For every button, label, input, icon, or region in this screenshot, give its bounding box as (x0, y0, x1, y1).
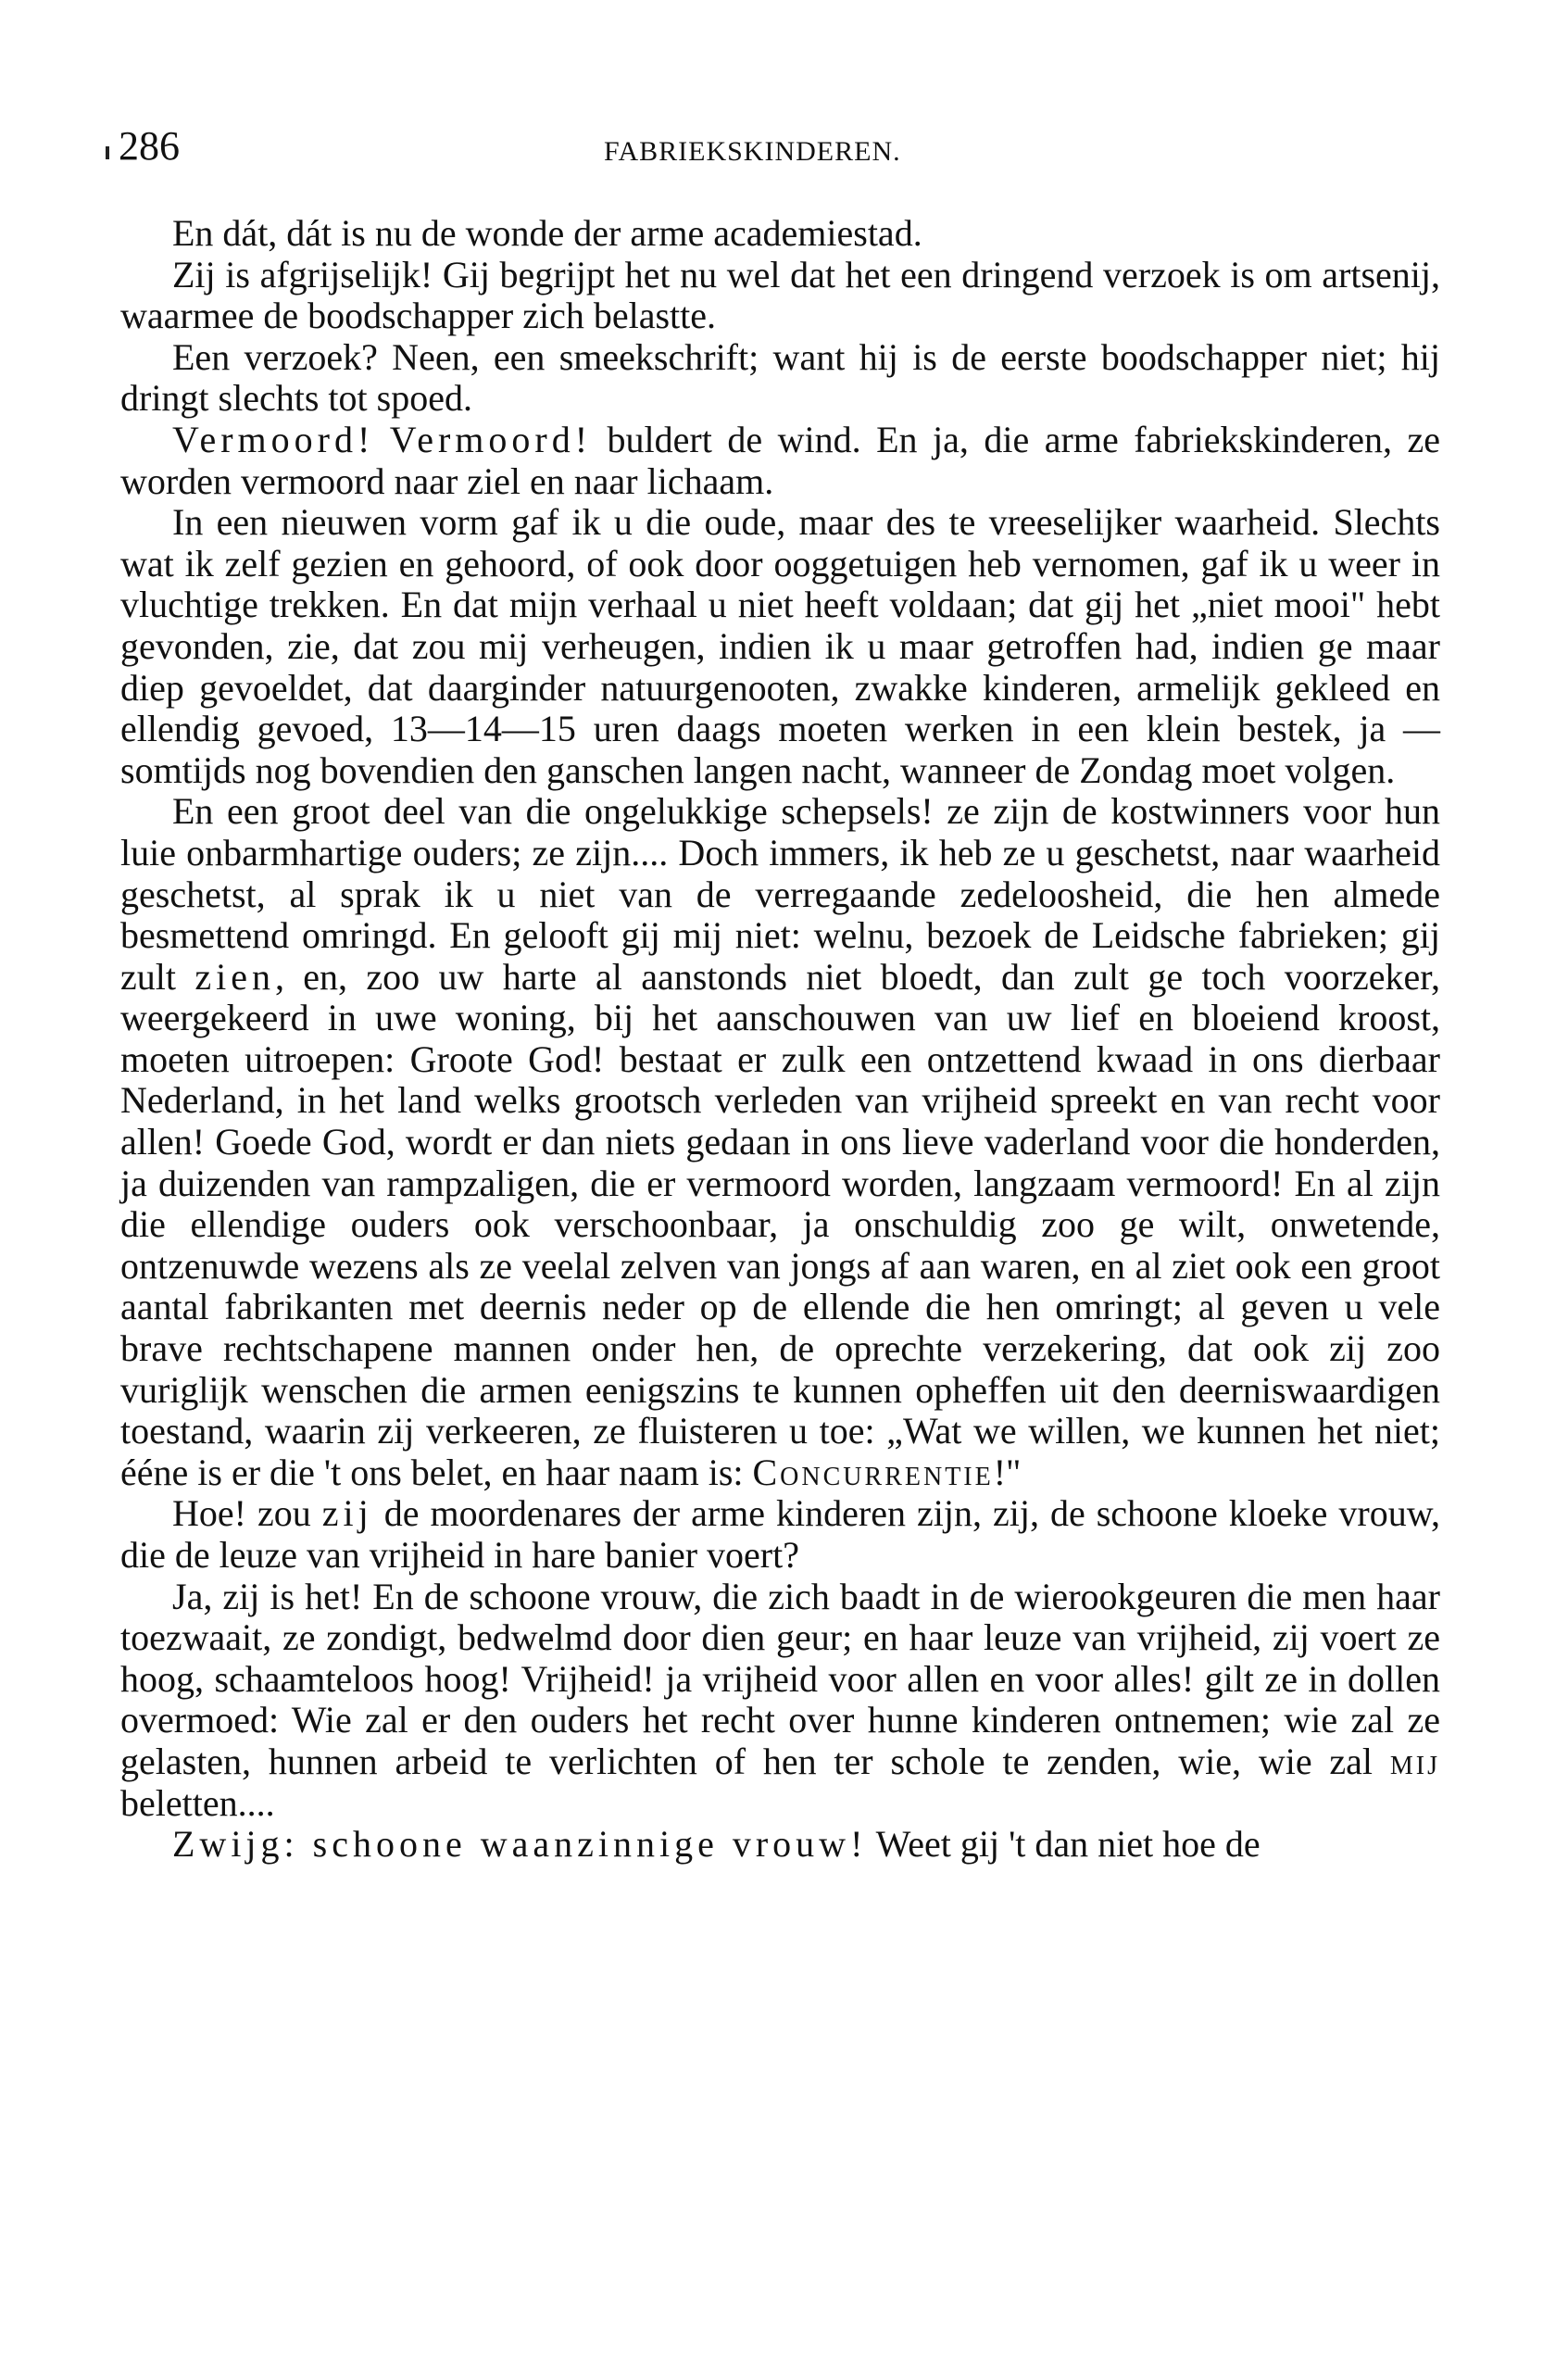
paragraph-text: !" (993, 1451, 1022, 1493)
paragraph-text: Ja, zij is het! En de schoone vrouw, die zich baadt in de wierookgeuren die men haar toezwaait, ze zondigt, bedwelmd door dien geur; en haar leuze van vrijheid, zij voert ze hoog, schaamteloos hoog! Vrijheid! ja vrijheid voor allen en voor alles! gilt ze in dollen overmoed: Wie zal er den ouders het recht over hunne kinderen ontnemen; wie zal ze gelasten, hunnen arbeid te verlichten of hen ter schole te zenden, wie, wie zal (120, 1575, 1440, 1782)
paragraph-text: buldert de wind. En ja, die arme fabriekskinderen, ze worden vermoord naar ziel en naar lichaam. (120, 418, 1440, 502)
paragraph-text: beletten.... (120, 1781, 275, 1824)
running-title: FABRIEKSKINDEREN. (604, 136, 901, 167)
spaced-emphasis: zien (194, 955, 275, 998)
paragraph (120, 1577, 1440, 1825)
paragraph (120, 420, 1440, 502)
page-number: 286 (119, 119, 180, 174)
spaced-emphasis: zij (321, 1492, 373, 1535)
paragraph: In een nieuwen vorm gaf ik u die oude, maar des te vreeselijker waarheid. Slechts wat ik zelf gezien en gehoord, of ook door ooggetuigen heb vernomen, gaf ik u weer in vluchtige trekken. En dat mijn verhaal u niet heeft voldaan; dat gij het „niet mooi" hebt gevonden, zie, dat zou mij verheugen, indien ik u maar getroffen had, indien ge maar diep gevoeldet, dat daarginder natuurgenooten, zwakke kinderen, armelijk gekleed en ellendig gevoed, 13—14—15 uren daags moeten werken in een klein bestek, ja — somtijds nog bovendien den ganschen langen nacht, wanneer de Zondag moet volgen. (120, 501, 1440, 791)
paragraph (120, 1824, 1440, 1866)
spaced-emphasis: Vermoord! (389, 418, 593, 460)
paragraph: Zij is afgrijselijk! Gij begrijpt het nu wel dat het een dringend verzoek is om artsenij, waarmee de boodschapper zich belastte. (120, 253, 1440, 337)
paragraph-text: de moordenares der arme kinderen zijn, zij, de schoone kloeke vrouw, die de leuze van vrijheid in hare banier voert? (120, 1492, 1441, 1576)
paragraph-text: , en, zoo uw harte al aanstonds niet bloedt, dan zult ge toch voorzeker, weergekeerd in uwe woning, bij het aanschouwen van uw lief en bloeiend kroost, moeten uitroepen: Groote God! bestaat er zulk een ontzettend kwaad in ons dierbaar Nederland, in het land welks grootsch verleden van vrijheid spreekt en van recht voor allen! Goede God, wordt er dan niets gedaan in ons lieve vaderland voor die honderden, ja duizenden van rampzaligen, die er vermoord worden, langzaam vermoord! En al zijn die ellendige ouders ook verschoonbaar, ja onschuldig zoo ge wilt, onwetende, ontzenuwde wezens als ze veelal zelven van jongs af aan waren, en al ziet ook een groot aantal fabrikanten met deernis neder op de ellende die hen omringt; al geven u vele brave rechtschapene mannen onder hen, de oprechte verzekering, dat ook zij zoo vuriglijk wenschen die armen eenigszins te kunnen opheffen uit den deerniswaardigen toestand, waarin zij verkeeren, ze fluisteren u toe: „Wat we willen, we kunnen het niet; ééne is er die 't ons belet, en haar naam is: (120, 955, 1440, 1493)
paragraph: Een verzoek? Neen, een smeekschrift; want hij is de eerste boodschapper niet; hij dringt slechts tot spoed. (120, 335, 1440, 420)
spaced-emphasis: Zwijg: schoone waanzinnige vrouw! (172, 1823, 868, 1866)
small-caps-word: Concurrentie (752, 1451, 994, 1493)
paragraph-text: Weet gij 't dan niet hoe de (867, 1823, 1261, 1866)
paragraph-text: En een groot deel van die ongelukkige schepsels! ze zijn de kostwinners voor hun luie onbarmhartige ouders; ze zijn.... Doch immers, ik heb ze u geschetst, naar waarheid geschetst, al sprak ik u niet van de verregaande zedeloosheid, die hen almede besmettend omringd. En gelooft gij mij niet: welnu, bezoek de Leidsche fabrieken; gij zult (120, 790, 1440, 998)
spaced-emphasis: Vermoord! (172, 418, 375, 460)
paragraph (120, 1493, 1440, 1576)
paragraph: En dát, dát is nu de wonde der arme academiestad. (172, 212, 922, 254)
paragraph (120, 791, 1440, 1493)
body-text (120, 213, 1440, 1866)
paragraph-text: Hoe! zou (172, 1492, 322, 1535)
small-caps-word: mij (1389, 1740, 1440, 1782)
page-header (119, 119, 1443, 174)
